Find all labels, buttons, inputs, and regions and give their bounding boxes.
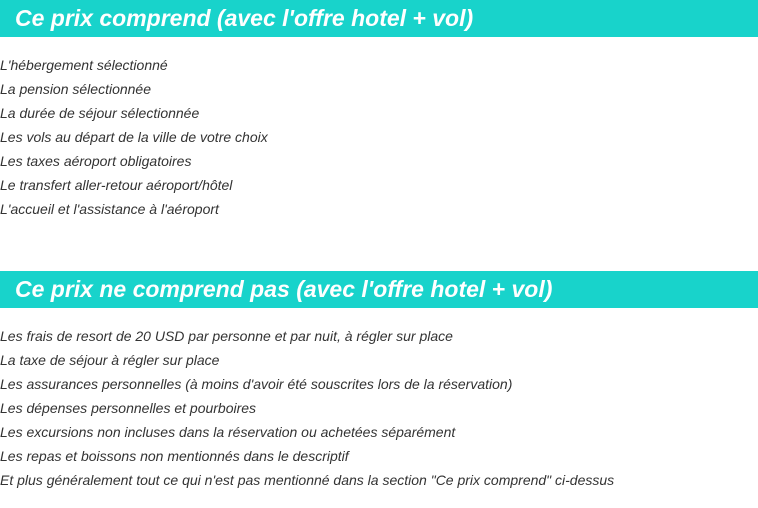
list-item: Les repas et boissons non mentionnés dans le descriptif [0, 448, 349, 464]
list-item: La taxe de séjour à régler sur place [0, 352, 220, 368]
includes-list [0, 53, 268, 221]
list-item: Les taxes aéroport obligatoires [0, 153, 192, 169]
list-item: Les excursions non incluses dans la réservation ou achetées séparément [0, 424, 456, 440]
list-item: L'accueil et l'assistance à l'aéroport [0, 201, 219, 217]
list-item: Les frais de resort de 20 USD par personne et par nuit, à régler sur place [0, 328, 453, 344]
list-item: La durée de séjour sélectionnée [0, 105, 200, 121]
excludes-list [0, 324, 614, 492]
list-item: Le transfert aller-retour aéroport/hôtel [0, 177, 233, 193]
list-item: Et plus généralement tout ce qui n'est pas mentionné dans la section "Ce prix comprend" ci-dessus [0, 472, 615, 488]
list-item: Les dépenses personnelles et pourboires [0, 400, 257, 416]
list-item: Les assurances personnelles (à moins d'avoir été souscrites lors de la réservation) [0, 376, 513, 392]
excludes-heading: Ce prix ne comprend pas (avec l'offre hotel + vol) [0, 271, 758, 308]
includes-heading: Ce prix comprend (avec l'offre hotel + vol) [0, 0, 758, 37]
list-item: L'hébergement sélectionné [0, 57, 168, 73]
list-item: La pension sélectionnée [0, 81, 152, 97]
list-item: Les vols au départ de la ville de votre choix [0, 129, 268, 145]
